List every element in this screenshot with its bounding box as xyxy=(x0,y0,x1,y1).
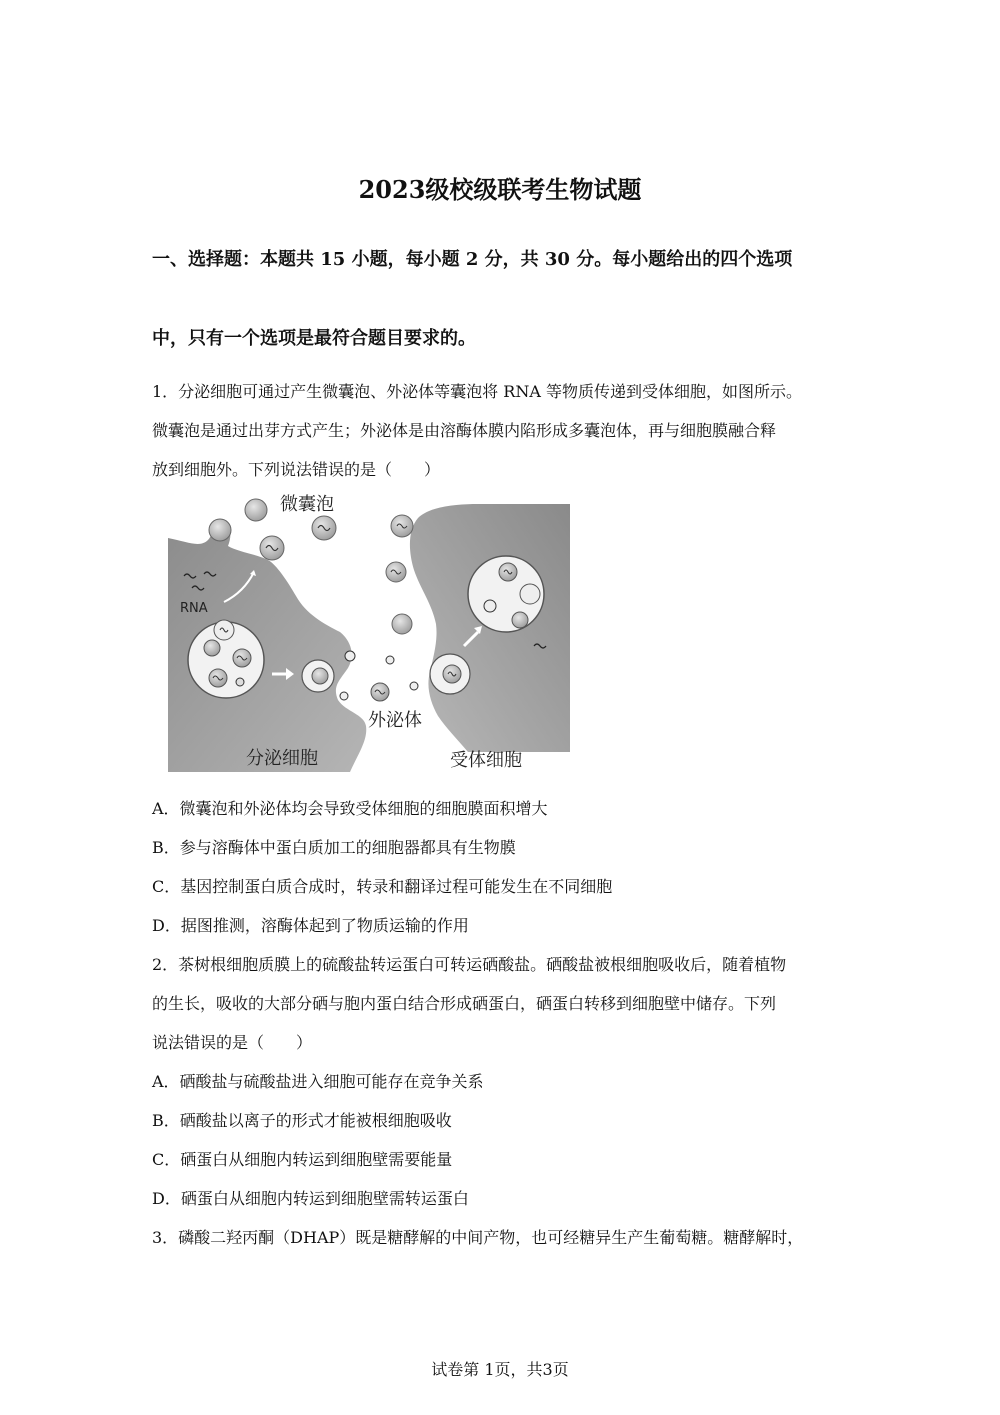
q1-stem-line-1: 1．分泌细胞可通过产生微囊泡、外泌体等囊泡将 RNA 等物质传递到受体细胞，如图所示。 xyxy=(152,382,802,401)
section-heading-line-1: 一、选择题：本题共 15 小题，每小题 2 分，共 30 分。每小题给出的四个选项 xyxy=(152,249,793,270)
q1-option-c: C．基因控制蛋白质合成时，转录和翻译过程可能发生在不同细胞 xyxy=(152,877,613,896)
q2-option-a: A．硒酸盐与硫酸盐进入细胞可能存在竞争关系 xyxy=(152,1072,484,1091)
page-footer: 试卷第 1页，共3页 xyxy=(431,1360,569,1379)
q2-option-b: B．硒酸盐以离子的形式才能被根细胞吸收 xyxy=(152,1111,452,1130)
q1-stem-line-2: 微囊泡是通过出芽方式产生；外泌体是由溶酶体膜内陷形成多囊泡体，再与细胞膜融合释 xyxy=(152,421,777,440)
q3-stem-line-1: 3．磷酸二羟丙酮（DHAP）既是糖酵解的中间产物，也可经糖异生产生葡萄糖。糖酵解时， xyxy=(152,1228,804,1247)
label-microvesicle: 微囊泡 xyxy=(280,494,334,515)
q2-option-d: D．硒蛋白从细胞内转运到细胞壁需转运蛋白 xyxy=(152,1189,469,1208)
q2-stem-line-3: 说法错误的是（ ） xyxy=(152,1033,313,1052)
q1-option-a: A．微囊泡和外泌体均会导致受体细胞的细胞膜面积增大 xyxy=(152,799,548,818)
vesicle-transport-figure xyxy=(168,490,570,772)
q1-option-d: D．据图推测，溶酶体起到了物质运输的作用 xyxy=(152,916,469,935)
q2-option-c: C．硒蛋白从细胞内转运到细胞壁需要能量 xyxy=(152,1150,453,1169)
label-secretory-cell: 分泌细胞 xyxy=(246,748,318,769)
page-title: 2023级校级联考生物试题 xyxy=(358,175,642,204)
q1-option-b: B．参与溶酶体中蛋白质加工的细胞器都具有生物膜 xyxy=(152,838,516,857)
label-rna: RNA xyxy=(180,601,208,616)
q2-stem-line-2: 的生长，吸收的大部分硒与胞内蛋白结合形成硒蛋白，硒蛋白转移到细胞壁中储存。下列 xyxy=(152,994,777,1013)
label-receptor-cell: 受体细胞 xyxy=(450,750,522,771)
label-exosome: 外泌体 xyxy=(368,710,422,731)
q2-stem-line-1: 2．茶树根细胞质膜上的硫酸盐转运蛋白可转运硒酸盐。硒酸盐被根细胞吸收后，随着植物 xyxy=(152,955,787,974)
q1-stem-line-3: 放到细胞外。下列说法错误的是（ ） xyxy=(152,460,441,479)
section-heading-line-2: 中，只有一个选项是最符合题目要求的。 xyxy=(152,328,476,349)
